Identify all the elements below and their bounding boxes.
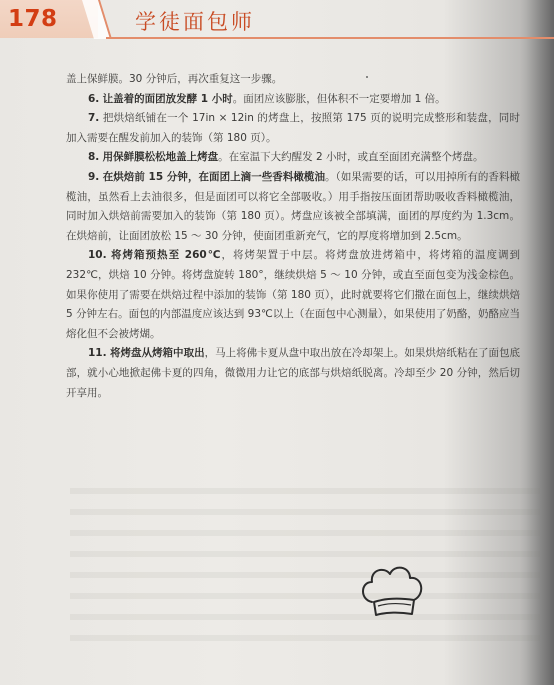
step-number: 9. xyxy=(88,170,100,183)
step-body: ，马上将佛卡夏从盘中取出放在冷却架上。如果烘焙纸粘在了面包底部，就小心地掀起佛卡夏的四角，微微用力让它的底部与烘焙纸脱离。冷却至少 20 分钟，然后切开享用。 xyxy=(66,347,521,399)
step-body: ，将烤架置于中层。将烤盘放进烤箱中，将烤箱的温度调到 232℃，烘焙 10 分钟。将烤盘旋转 180°，继续烘焙 5 ～ 10 分钟，或直至面包变为浅金棕色。如果你使用了需要在烘焙过程中添加的装饰（第 180 页），此时就要将它们撒在面包上，继续烘焙 5 分钟左右。面包的内部温度应该达到 93℃以上（在面包中心测量），如果使用了奶酪，奶酪应当熔化但不会被烤煳。 xyxy=(66,249,520,340)
step-8 xyxy=(66,148,520,168)
reverse-side-show-through xyxy=(70,488,540,658)
continued-paragraph: 盖上保鲜膜。30 分钟后，再次重复这一步骤。 xyxy=(66,73,283,85)
step-body: 。在室温下大约醒发 2 小时，或直至面团充满整个烤盘。 xyxy=(218,151,484,164)
step-body: 。面团应该膨胀，但体积不一定要增加 1 倍。 xyxy=(232,92,446,105)
step-9 xyxy=(66,168,520,246)
step-11 xyxy=(66,344,520,403)
step-number: 8. xyxy=(88,151,100,164)
step-number: 10. xyxy=(88,249,107,262)
recipe-steps xyxy=(66,70,520,403)
step-number: 7. xyxy=(88,112,100,125)
step-7 xyxy=(66,109,520,148)
step-number: 11. xyxy=(88,347,107,360)
step-lead: 将烤盘从烤箱中取出 xyxy=(109,347,205,360)
step-lead: 将烤箱预热至 260℃ xyxy=(110,249,222,262)
step-10 xyxy=(66,246,520,344)
step-lead: 让盖着的面团放发酵 1 小时 xyxy=(102,92,233,105)
step-6 xyxy=(66,90,520,110)
header-rule xyxy=(106,37,554,39)
step-lead: 在烘焙前 15 分钟，在面团上滴一些香料橄榄油 xyxy=(102,170,325,183)
step-lead: 用保鲜膜松松地盖上烤盘 xyxy=(102,151,219,164)
step-number: 6. xyxy=(88,92,100,105)
chef-hat-icon xyxy=(356,558,428,622)
page-header xyxy=(0,0,554,44)
book-title: 学徒面包师 xyxy=(135,10,255,34)
step-body: 把烘焙纸铺在一个 17in × 12in 的烤盘上，按照第 175 页的说明完成整形和装盘，同时加入需要在醒发前加入的装饰（第 180 页）。 xyxy=(66,112,521,144)
step-body: 。（如果需要的话，可以用掉所有的香料橄榄油，虽然看上去油很多，但是面团可以将它全部吸收。）用手指按压面团帮助吸收香料橄榄油，同时加入烘焙前需要加入的装饰（第 180 页）。烤盘应该被全部填满，面团的厚度约为 1.3cm。在烘焙前，让面团放松 15 ～ 30 分钟，使面团重新充气，它的厚度将增加到 2.5cm。 xyxy=(66,170,521,242)
page-number: 178 xyxy=(8,6,58,32)
